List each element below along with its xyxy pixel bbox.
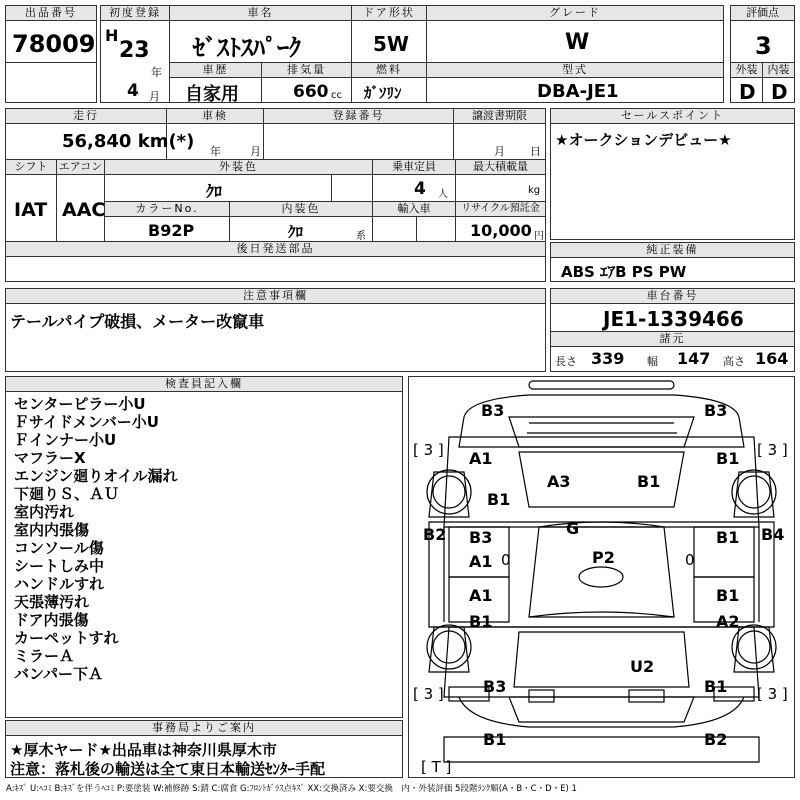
length-label: 長さ bbox=[555, 355, 577, 368]
score: 3 bbox=[755, 32, 772, 60]
mileage-label: 走行 bbox=[6, 109, 166, 124]
plate-label: 登録番号 bbox=[264, 109, 453, 124]
lot-number-box bbox=[5, 5, 97, 103]
mark-a1-middle: A1 bbox=[469, 552, 493, 571]
mark-b4: B4 bbox=[761, 525, 785, 544]
mark-b1-bottom: B1 bbox=[704, 677, 728, 696]
mark-b1-right: B1 bbox=[716, 449, 740, 468]
sales-point: ★オークションデビュー★ bbox=[555, 131, 732, 149]
exterior-label: 外装 bbox=[731, 63, 762, 78]
vehicle-details bbox=[5, 108, 546, 282]
exterior-grade: D bbox=[739, 80, 756, 104]
model: DBA-JE1 bbox=[537, 81, 619, 102]
history-label: 車歴 bbox=[170, 63, 261, 78]
capacity-label: 乗車定員 bbox=[373, 160, 455, 175]
inspector-line: 天張薄汚れ bbox=[14, 593, 90, 611]
office-line-1: ★厚木ヤード★出品車は神奈川県厚木市 bbox=[10, 741, 277, 759]
history: 自家用 bbox=[185, 84, 239, 105]
mark-bracket-3-top-right: [ 3 ] bbox=[757, 441, 788, 459]
chassis-number: JE1-1339466 bbox=[603, 307, 744, 331]
notes-box bbox=[5, 288, 546, 372]
mark-bracket-3-bottom-left: [ 3 ] bbox=[413, 685, 444, 703]
inspector-line: Ｆインナー小U bbox=[14, 431, 117, 449]
inspector-line: カーペットすれ bbox=[14, 629, 119, 647]
inspector-line: ミラーＡ bbox=[14, 647, 75, 665]
displacement: 660 bbox=[293, 82, 329, 102]
mark-b1-middle-right: B1 bbox=[716, 528, 740, 547]
office-label: 事務局よりご案内 bbox=[6, 721, 402, 736]
int-color-label: 内装色 bbox=[230, 202, 372, 217]
load-label: 最大積載量 bbox=[456, 160, 545, 175]
inspector-line: コンソール傷 bbox=[14, 539, 104, 557]
inspector-label: 検査員記入欄 bbox=[6, 377, 402, 392]
interior-color-unit: 系 bbox=[356, 231, 366, 242]
car-name: ｾﾞｽﾄｽﾊﾟｰｸ bbox=[193, 34, 301, 62]
inspection-month: 月 bbox=[250, 145, 261, 158]
equipment: ABS ｴｱB PS PW bbox=[561, 263, 687, 281]
month-unit: 月 bbox=[149, 90, 160, 103]
legend: A:ｷｽﾞ U:ﾍｺﾐ B:ｷｽﾞを伴うﾍｺﾐ P:要塗装 W:補修跡 S:錆 C:腐食 G:ﾌﾛﾝﾄｶﾞﾗｽ点ｷｽﾞ XX:交換済み X:要交換 内・外装評価 5段階ﾗﾝｸ順(A・B・C・D・E) 1 bbox=[6, 784, 577, 794]
mark-b1-center: B1 bbox=[637, 472, 661, 491]
mark-p2: P2 bbox=[592, 548, 615, 567]
inspector-line: ハンドルすれ bbox=[14, 575, 105, 593]
inspector-box bbox=[5, 376, 403, 718]
inspector-line: 下廻りＳ、ＡＵ bbox=[14, 485, 120, 503]
fuel: ｶﾞｿﾘﾝ bbox=[364, 84, 402, 102]
inspector-line: マフラーX bbox=[14, 449, 86, 467]
chassis-label: 車台番号 bbox=[551, 289, 794, 304]
sales-point-label: セールスポイント bbox=[551, 109, 794, 124]
lot-number: 78009 bbox=[12, 30, 96, 58]
inspector-line: バンパー下Ａ bbox=[14, 665, 103, 683]
sales-point-box bbox=[550, 108, 795, 240]
load-unit: kg bbox=[528, 185, 541, 196]
capacity: 4 bbox=[414, 179, 426, 199]
mark-bracket-t: [ T ] bbox=[421, 758, 452, 776]
mark-g: G bbox=[566, 519, 580, 538]
mark-u2: U2 bbox=[630, 657, 655, 676]
mark-b3-bottom: B3 bbox=[483, 677, 507, 696]
mark-b1-bottom-left: B1 bbox=[483, 730, 507, 749]
lot-number-label: 出品番号 bbox=[6, 6, 96, 21]
interior-label: 内装 bbox=[763, 63, 794, 78]
month: 4 bbox=[127, 81, 139, 101]
mark-b1-lower: B1 bbox=[469, 612, 493, 631]
mark-a3: A3 bbox=[547, 472, 571, 491]
era: H bbox=[105, 26, 119, 45]
score-box bbox=[730, 5, 795, 103]
mark-b3-middle: B3 bbox=[469, 528, 493, 547]
model-label: 型式 bbox=[427, 63, 723, 78]
chassis-box bbox=[550, 288, 795, 372]
car-outline bbox=[409, 377, 794, 777]
mark-a2: A2 bbox=[716, 612, 740, 631]
shift-label: シフト bbox=[6, 160, 56, 175]
equipment-box bbox=[550, 242, 795, 282]
color-no-label: カラーNo. bbox=[105, 202, 229, 217]
dims-label: 諸元 bbox=[551, 332, 794, 347]
mark-zero-left: 0 bbox=[501, 551, 511, 569]
door-type: 5W bbox=[373, 32, 409, 56]
score-label: 評価点 bbox=[731, 6, 794, 21]
inspector-line: Ｆサイドメンバー小U bbox=[14, 413, 159, 431]
car-diagram bbox=[408, 376, 795, 778]
vehicle-header bbox=[100, 5, 724, 103]
recycle-fee: 10,000 bbox=[470, 221, 532, 240]
mileage: 56,840 km(*) bbox=[62, 131, 195, 152]
mark-b1-left: B1 bbox=[487, 490, 511, 509]
mark-a1-lower: A1 bbox=[469, 586, 493, 605]
color-number: B92P bbox=[148, 221, 195, 240]
inspector-line: 室内内張傷 bbox=[14, 521, 90, 539]
color-label: 外装色 bbox=[105, 160, 372, 175]
height-label: 高さ bbox=[723, 355, 745, 368]
exterior-color: ｸﾛ bbox=[206, 182, 223, 201]
inspector-line: ドア内張傷 bbox=[14, 611, 89, 629]
office-box bbox=[5, 720, 403, 778]
year: 23 bbox=[119, 38, 150, 63]
ac-label: エアコン bbox=[58, 160, 103, 173]
width: 147 bbox=[677, 349, 711, 368]
inspector-line: センターピラー小U bbox=[14, 395, 146, 413]
door-label: ドア形状 bbox=[352, 6, 426, 21]
width-label: 幅 bbox=[647, 355, 658, 368]
transfer-month: 月 bbox=[494, 145, 505, 158]
recycle-unit: 円 bbox=[534, 231, 544, 242]
mark-b2-bottom-right: B2 bbox=[704, 730, 728, 749]
fuel-label: 燃料 bbox=[352, 63, 426, 78]
inspector-line: 室内汚れ bbox=[14, 503, 75, 521]
inspection-label: 車検 bbox=[167, 109, 263, 124]
mark-b3-top-left: B3 bbox=[481, 401, 505, 420]
later-parts-label: 後日発送部品 bbox=[6, 242, 545, 257]
notes: テールパイプ破損、メーター改竄車 bbox=[10, 312, 265, 331]
mark-bracket-3-bottom-right: [ 3 ] bbox=[757, 685, 788, 703]
ac: AAC bbox=[62, 199, 106, 221]
mark-b3-top-right: B3 bbox=[704, 401, 728, 420]
grade: W bbox=[565, 30, 590, 55]
notes-label: 注意事項欄 bbox=[6, 289, 545, 304]
recycle-label: リサイクル預託金 bbox=[456, 202, 545, 217]
grade-label: グレード bbox=[427, 6, 723, 21]
transfer-day: 日 bbox=[530, 145, 541, 158]
capacity-unit: 人 bbox=[438, 189, 448, 200]
displacement-label: 排気量 bbox=[262, 63, 351, 78]
mark-bracket-3-top-left: [ 3 ] bbox=[413, 441, 444, 459]
office-line-2: 注意：落札後の輸送は全て東日本輸送ｾﾝﾀｰ手配 bbox=[10, 760, 326, 778]
mark-zero-right: 0 bbox=[685, 551, 695, 569]
shift: IAT bbox=[14, 199, 48, 221]
year-unit: 年 bbox=[151, 66, 162, 79]
displacement-unit: cc bbox=[331, 90, 342, 101]
mark-a1-left: A1 bbox=[469, 449, 493, 468]
inspector-line: エンジン廻りオイル漏れ bbox=[14, 467, 178, 485]
interior-grade: D bbox=[771, 80, 788, 104]
height: 164 bbox=[755, 349, 789, 368]
equipment-label: 純正装備 bbox=[551, 243, 794, 258]
import-label: 輸入車 bbox=[373, 202, 455, 217]
inspector-line: シートしみ中 bbox=[14, 557, 105, 575]
inspection-year: 年 bbox=[210, 145, 221, 158]
interior-color: ｸﾛ bbox=[288, 223, 304, 241]
mark-b2: B2 bbox=[423, 525, 447, 544]
length: 339 bbox=[591, 349, 625, 368]
transfer-label: 譲渡書期限 bbox=[454, 109, 545, 124]
car-name-label: 車名 bbox=[170, 6, 351, 21]
first-reg-label: 初度登録 bbox=[101, 6, 169, 21]
mark-b1-lower-right: B1 bbox=[716, 586, 740, 605]
